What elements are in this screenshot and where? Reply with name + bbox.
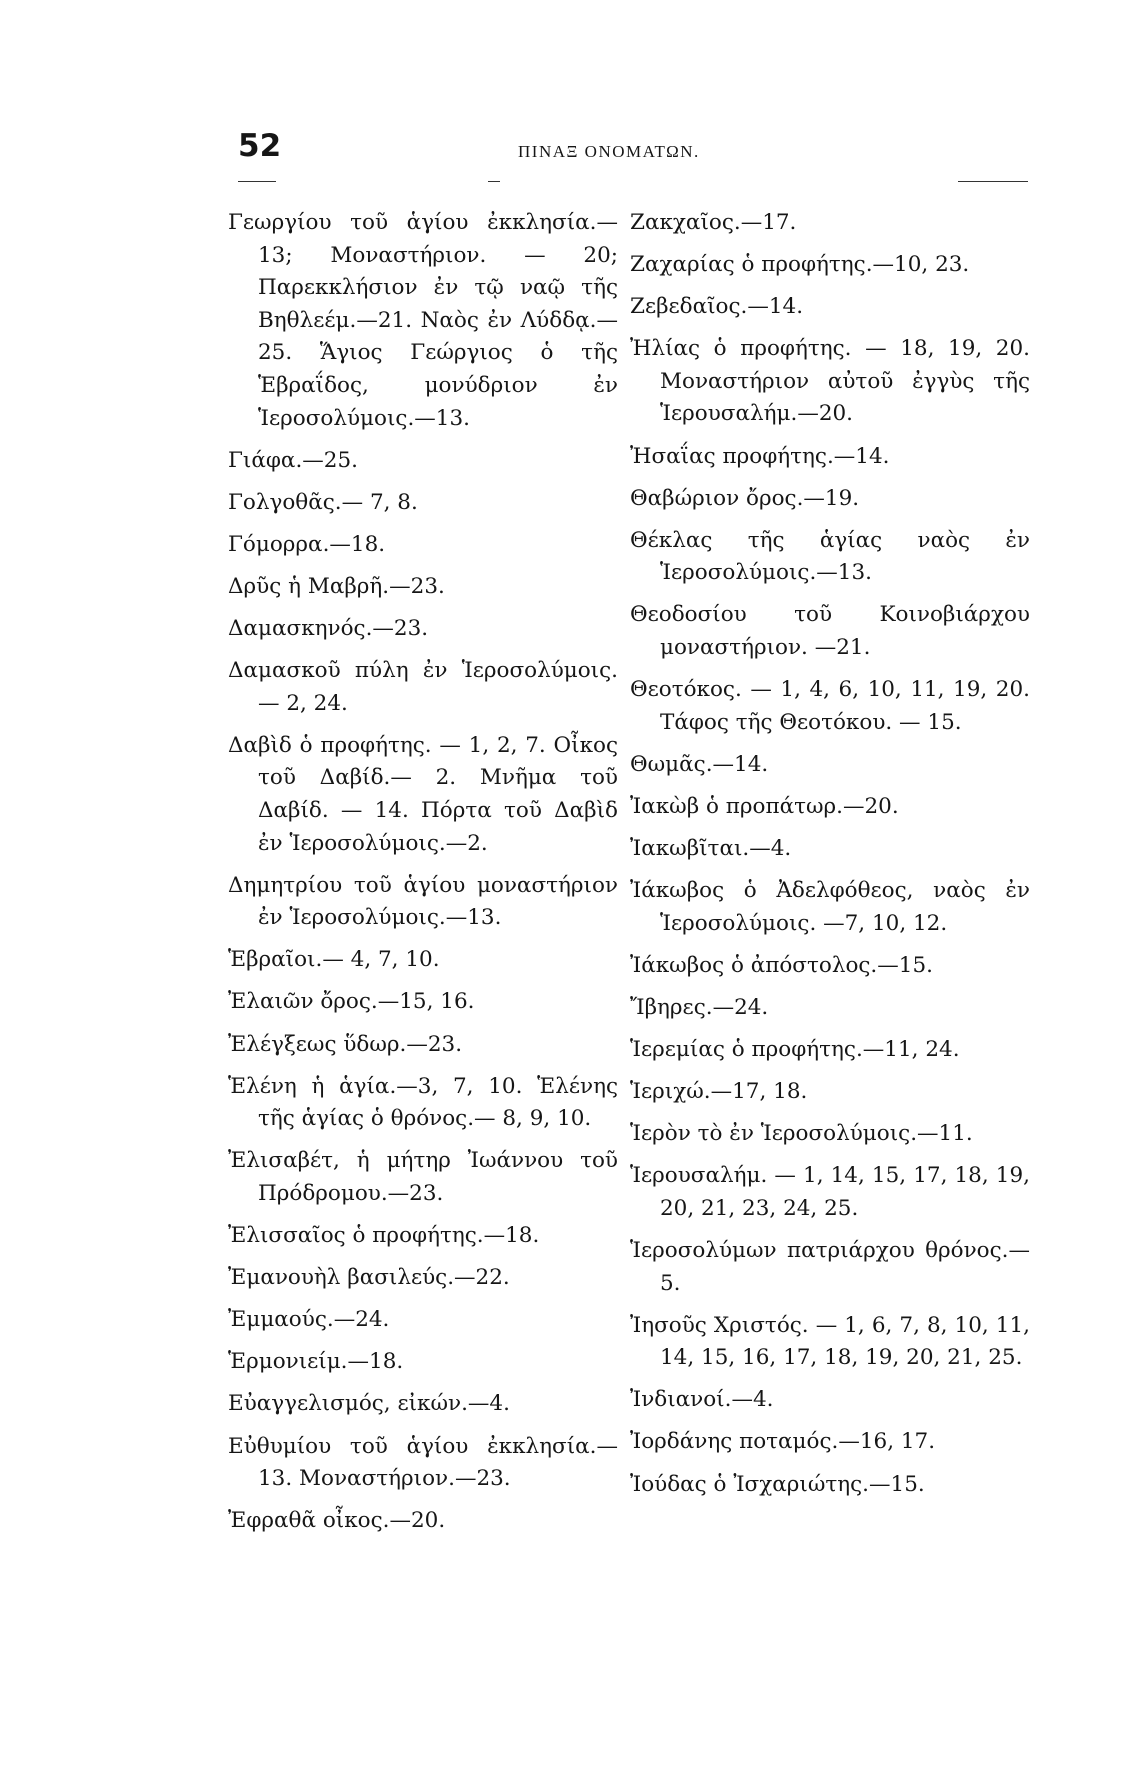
index-entry: Ἱερουσαλήμ. — 1, 14, 15, 17, 18, 19, 20, 21, 23, 24, 25. bbox=[630, 1163, 1030, 1221]
index-entry: Ἱερὸν τὸ ἐν Ἱεροσολύμοις.—11. bbox=[630, 1121, 973, 1147]
index-entry: Γολγοθᾶς.— 7, 8. bbox=[228, 489, 418, 515]
index-entry: Ἐλισσαῖος ὁ προφήτης.—18. bbox=[228, 1223, 540, 1249]
index-column-right bbox=[630, 207, 1030, 1511]
index-entry: Γόμορρα.—18. bbox=[228, 531, 386, 557]
index-entry: Ἱερεμίας ὁ προφήτης.—11, 24. bbox=[630, 1036, 960, 1062]
index-entry: Δαμασκοῦ πύλη ἐν Ἱεροσολύμοις. — 2, 24. bbox=[228, 658, 618, 716]
index-entry: Ἐμανουὴλ βασιλεύς.—22. bbox=[228, 1265, 510, 1291]
index-entry: Ἱεριχώ.—17, 18. bbox=[630, 1079, 808, 1105]
index-entry: Ἠσαΐας προφήτης.—14. bbox=[630, 443, 890, 469]
index-entry: Ἰησοῦς Χριστός. — 1, 6, 7, 8, 10, 11, 14, 15, 16, 17, 18, 19, 20, 21, 25. bbox=[630, 1312, 1030, 1371]
index-entry: Εὐαγγελισμός, εἰκών.—4. bbox=[228, 1391, 510, 1417]
header-rule-left bbox=[238, 181, 276, 182]
index-entry: Ἱεροσολύμων πατριάρχου θρόνος.—5. bbox=[630, 1237, 1030, 1296]
index-entry: Θέκλας τῆς ἁγίας ναὸς ἐν Ἱεροσολύμοις.—13. bbox=[630, 527, 1030, 586]
index-entry: Δημητρίου τοῦ ἁγίου μοναστήριον ἐν Ἱεροσολύμοις.—13. bbox=[228, 872, 618, 931]
index-entry: Δρῦς ἡ Μαβρῆ.—23. bbox=[228, 573, 445, 599]
index-entry: Ἑβραῖοι.— 4, 7, 10. bbox=[228, 947, 440, 973]
index-entry: Ἰάκωβος ὁ ἀπόστολος.—15. bbox=[630, 952, 933, 978]
index-entry: Ἑλένη ἡ ἁγία.—3, 7, 10. Ἑλένης τῆς ἁγίας ὁ θρόνος.— 8, 9, 10. bbox=[228, 1073, 618, 1132]
index-entry: Γιάφα.—25. bbox=[228, 447, 358, 473]
index-entry: Δαβὶδ ὁ προφήτης. — 1, 2, 7. Οἶκος τοῦ Δαβίδ.— 2. Μνῆμα τοῦ Δαβίδ. — 14. Πόρτα τοῦ Δαβὶδ ἐν Ἱεροσολύμοις.—2. bbox=[228, 732, 618, 856]
index-entry: Ἑρμονιείμ.—18. bbox=[228, 1349, 404, 1375]
index-entry: Γεωργίου τοῦ ἁγίου ἐκκλησία.— 13; Μοναστήριον. — 20; Παρεκκλήσιον ἐν τῷ ναῷ τῆς Βηθλεέμ.—21. Ναὸς ἐν Λύδδᾳ.—25. Ἅγιος Γεώργιος ὁ τῆς Ἑβραΐδος, μονύδριον ἐν Ἱεροσολύμοις.—13. bbox=[228, 210, 618, 431]
header-rule-right bbox=[958, 181, 1028, 182]
index-entry: Ἐλέγξεως ὕδωρ.—23. bbox=[228, 1031, 463, 1057]
index-entry: Ζαχαρίας ὁ προφήτης.—10, 23. bbox=[630, 252, 970, 278]
index-entry: Θωμᾶς.—14. bbox=[630, 751, 769, 777]
page-header bbox=[238, 128, 1028, 178]
index-entry: Ἠλίας ὁ προφήτης. — 18, 19, 20. Μοναστήριον αὐτοῦ ἐγγὺς τῆς Ἱερουσαλήμ.—20. bbox=[630, 336, 1030, 427]
index-entry: Ἰορδάνης ποταμός.—16, 17. bbox=[630, 1429, 936, 1455]
index-entry: Εὐθυμίου τοῦ ἁγίου ἐκκλησία.— 13. Μοναστήριον.—23. bbox=[228, 1433, 618, 1492]
index-entry: Ἐφραθᾶ οἶκος.—20. bbox=[228, 1508, 446, 1534]
index-entry: Ἰακωβῖται.—4. bbox=[630, 836, 792, 861]
index-entry: Ἰακὼβ ὁ προπάτωρ.—20. bbox=[630, 793, 899, 819]
index-entry: Ἐμμαούς.—24. bbox=[228, 1307, 390, 1333]
index-entry: Θαβώριον ὄρος.—19. bbox=[630, 485, 860, 511]
index-entry: Ἰούδας ὁ Ἰσχαριώτης.—15. bbox=[630, 1471, 925, 1497]
index-entry: Ἴβηρες.—24. bbox=[630, 994, 769, 1020]
running-title: ΠΙΝΑΞ ΟΝΟΜΑΤΩΝ. bbox=[518, 142, 700, 161]
index-entry: Θεοδοσίου τοῦ Κοινοβιάρχου μοναστήριον. —21. bbox=[630, 602, 1030, 661]
index-entry: Ζεβεδαῖος.—14. bbox=[630, 294, 804, 320]
index-entry: Ἐλισαβέτ, ἡ μήτηρ Ἰωάννου τοῦ Πρόδρομου.—23. bbox=[228, 1148, 618, 1206]
index-column-left bbox=[228, 207, 618, 1547]
page-number: 52 bbox=[238, 128, 282, 164]
index-entry: Θεοτόκος. — 1, 4, 6, 10, 11, 19, 20. Τάφος τῆς Θεοτόκου. — 15. bbox=[630, 677, 1030, 735]
index-entry: Ἐλαιῶν ὄρος.—15, 16. bbox=[228, 989, 475, 1015]
header-rule-mid bbox=[488, 181, 500, 182]
index-entry: Ἰνδιανοί.—4. bbox=[630, 1387, 774, 1413]
index-entry: Ἰάκωβος ὁ Ἀδελφόθεος, ναὸς ἐν Ἱεροσολύμοις. —7, 10, 12. bbox=[630, 878, 1030, 936]
index-entry: Ζακχαῖος.—17. bbox=[630, 210, 797, 235]
index-entry: Δαμασκηνός.—23. bbox=[228, 616, 429, 642]
